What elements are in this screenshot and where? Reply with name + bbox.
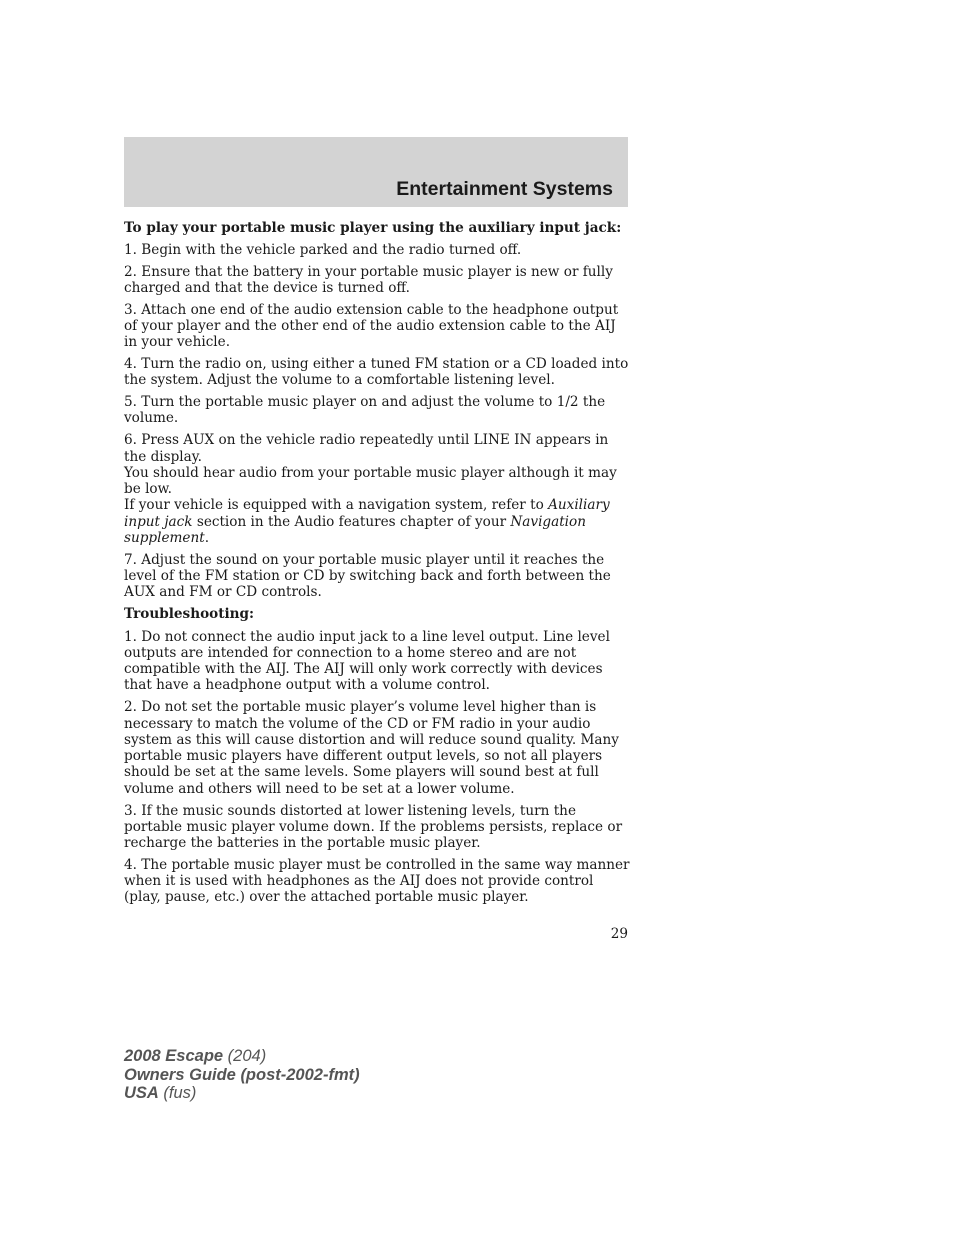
navigation-note: [124, 497, 630, 546]
section-header-bar: [124, 137, 628, 207]
footer-model-name: 2008 Escape: [124, 1047, 224, 1065]
step-2: 2. Ensure that the battery in your portable music player is new or fully charged and that the device is turned off.: [124, 263, 613, 296]
section-title: Entertainment Systems: [396, 178, 613, 200]
nav-note-reference-supplement: Navigation supplement: [124, 513, 586, 547]
nav-note-middle: section in the Audio features chapter of your: [192, 513, 511, 530]
intro-heading: To play your portable music player using the auxiliary input jack:: [124, 220, 622, 236]
step-6: 6. Press AUX on the vehicle radio repeatedly until LINE IN appears in the display.: [124, 432, 609, 465]
step-1: 1. Begin with the vehicle parked and the radio turned off.: [124, 241, 522, 258]
footer-market-name: USA: [124, 1084, 159, 1102]
footer-line-guide: Owners Guide (post-2002-fmt): [124, 1065, 360, 1084]
footer-line-model: [124, 1047, 360, 1066]
footer-model-code: (204): [223, 1047, 267, 1065]
troubleshooting-heading: Troubleshooting:: [124, 606, 255, 623]
step-5: 5. Turn the portable music player on and adjust the volume to 1/2 the volume.: [124, 394, 606, 427]
troubleshooting-item-3: 3. If the music sounds distorted at lower listening levels, turn the portable music player volume down. If the problems persists, replace or recharge the batteries in the portable music player.: [124, 802, 623, 852]
footer-line-market: [124, 1084, 360, 1103]
nav-note-prefix: If your vehicle is equipped with a navigation system, refer to: [124, 497, 549, 514]
audio-note: You should hear audio from your portable music player although it may be low.: [124, 464, 617, 498]
nav-note-reference-aij: Auxiliary input jack: [124, 497, 610, 530]
document-footer: [124, 1047, 360, 1103]
step-3: 3. Attach one end of the audio extension cable to the headphone output of your player and the other end of the audio extension cable to the AIJ in your vehicle.: [124, 301, 619, 351]
nav-note-suffix: .: [204, 530, 210, 547]
page-number: 29: [610, 926, 628, 942]
step-4: 4. Turn the radio on, using either a tuned FM station or a CD loaded into the system. Adjust the volume to a comfortable listening level.: [124, 356, 629, 389]
step-7: 7. Adjust the sound on your portable music player until it reaches the level of the FM station or CD by switching back and forth between the AUX and FM or CD controls.: [124, 551, 611, 601]
page-content: [124, 220, 630, 911]
troubleshooting-item-4: 4. The portable music player must be controlled in the same way manner when it is used with headphones as the AIJ does not provide control (play, pause, etc.) over the attached portable music player.: [124, 856, 630, 906]
footer-market-code: (fus): [158, 1084, 197, 1102]
troubleshooting-item-2: 2. Do not set the portable music player’s volume level higher than is necessary to match the volume of the CD or FM radio in your audio system as this will cause distortion and will reduce sound quality. Many portable music players have different output levels, so not all players should be set at the same levels. Some players will sound best at full volume and others will need to be set at a lower volume.: [124, 699, 619, 797]
troubleshooting-item-1: 1. Do not connect the audio input jack to a line level output. Line level outputs are intended for connection to a home stereo and are not compatible with the AIJ. The AIJ will only work correctly with devices that have a headphone output with a volume control.: [124, 628, 610, 694]
